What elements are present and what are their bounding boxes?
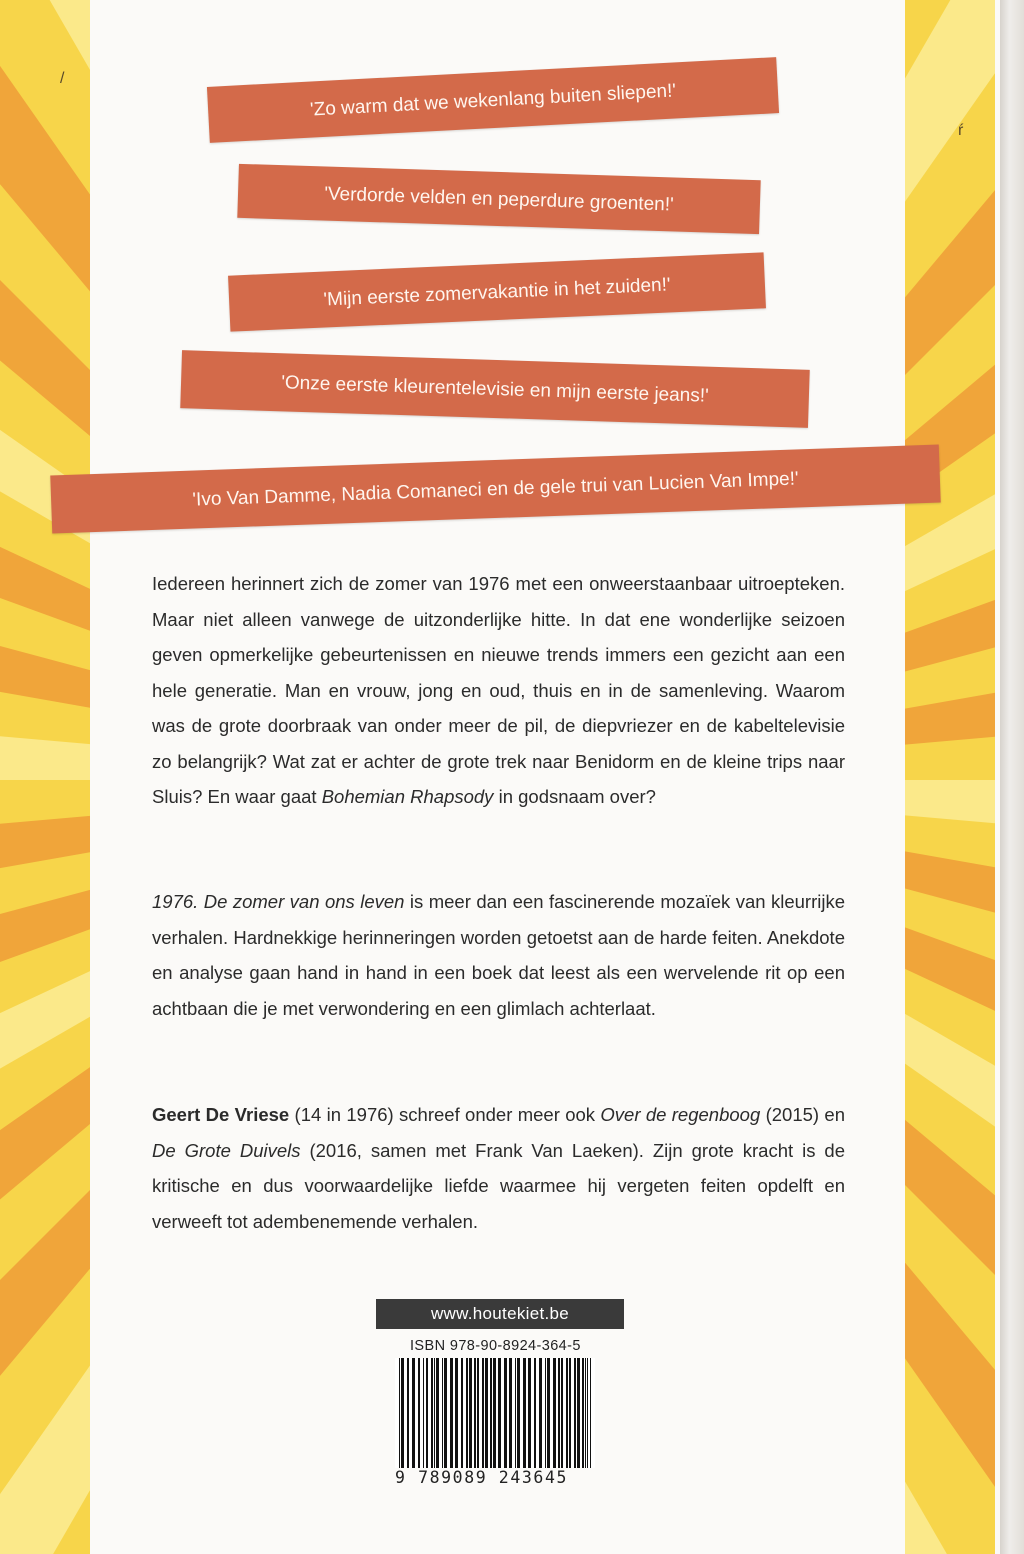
quote-text-4: 'Onze eerste kleurentelevisie en mijn eerste jeans!' xyxy=(280,371,710,407)
quote-banner-4 xyxy=(180,350,810,428)
isbn-label: ISBN 978-90-8924-364-5 xyxy=(410,1338,581,1354)
publisher-website: www.houtekiet.be xyxy=(376,1299,624,1329)
left-sunburst-stripe xyxy=(0,0,90,1554)
author-bio: Geert De Vriese (14 in 1976) schreef onder meer ook Over de regenboog (2015) en De Grote Duivels (2016, samen met Frank Van Laeken). Zijn grote kracht is de kritische en dus voorwaardelijke liefde waarmee hij vergeten feiten opdelft en verweeft tot adembenemende verhalen. xyxy=(152,1104,845,1232)
author-name: Geert De Vriese xyxy=(152,1104,290,1125)
blurb-paragraph-2: 1976. De zomer van ons leven is meer dan een fascinerende mozaïek van kleurrijke verhalen. Hardnekkige herinneringen worden getoetst aan de harde feiten. Anekdote en analyse gaan hand in hand in een boek dat leest als een wervelende rit op een achtbaan die je met verwondering en een glimlach achterlaat. xyxy=(152,891,845,1019)
scuff-mark: / xyxy=(60,70,65,87)
right-sunburst-stripe xyxy=(905,0,995,1554)
other-book-title-2: De Grote Duivels xyxy=(152,1139,301,1161)
left-sunburst-rays xyxy=(0,0,90,1554)
quote-text-2: 'Verdorde velden en peperdure groenten!' xyxy=(323,183,674,215)
page-edge xyxy=(1000,0,1024,1554)
quote-banner-5 xyxy=(50,445,940,534)
quote-text-5: 'Ivo Van Damme, Nadia Comaneci en de gele trui van Lucien Van Impe!' xyxy=(192,467,799,511)
quote-banner-1 xyxy=(207,57,779,143)
quote-text-3: 'Mijn eerste zomervakantie in het zuiden!' xyxy=(323,273,671,311)
barcode-image xyxy=(395,1358,595,1468)
quote-banner-3 xyxy=(228,252,766,331)
barcode-number: 9 789089 243645 xyxy=(395,1468,569,1487)
scuff-mark: ŕ xyxy=(958,122,964,139)
blurb-paragraph-1: Iedereen herinnert zich de zomer van 1976 met een onweerstaanbaar uitroepteken. Maar niet alleen vanwege de uitzonderlijke hitte. In dat ene wonderlijke seizoen geven opmerkelijke gebeurtenissen en nieuwe trends immers een gezicht aan een hele generatie. Man en vrouw, jong en oud, thuis en in de samenleving. Waarom was de grote doorbraak van onder meer de pil, de diepvriezer en de kabeltelevisie zo belangrijk? Wat zat er achter de grote trek naar Benidorm en de kleine trips naar Sluis? En waar gaat Bohemian Rhapsody in godsnaam over? xyxy=(152,573,845,807)
other-book-title-1: Over de regenboog xyxy=(600,1104,761,1125)
song-title: Bohemian Rhapsody xyxy=(321,786,494,807)
quote-banner-2 xyxy=(237,164,760,234)
book-title: 1976. De zomer van ons leven xyxy=(152,891,405,912)
quote-text-1: 'Zo warm dat we wekenlang buiten sliepen!' xyxy=(309,79,677,121)
right-sunburst-rays xyxy=(905,0,995,1554)
